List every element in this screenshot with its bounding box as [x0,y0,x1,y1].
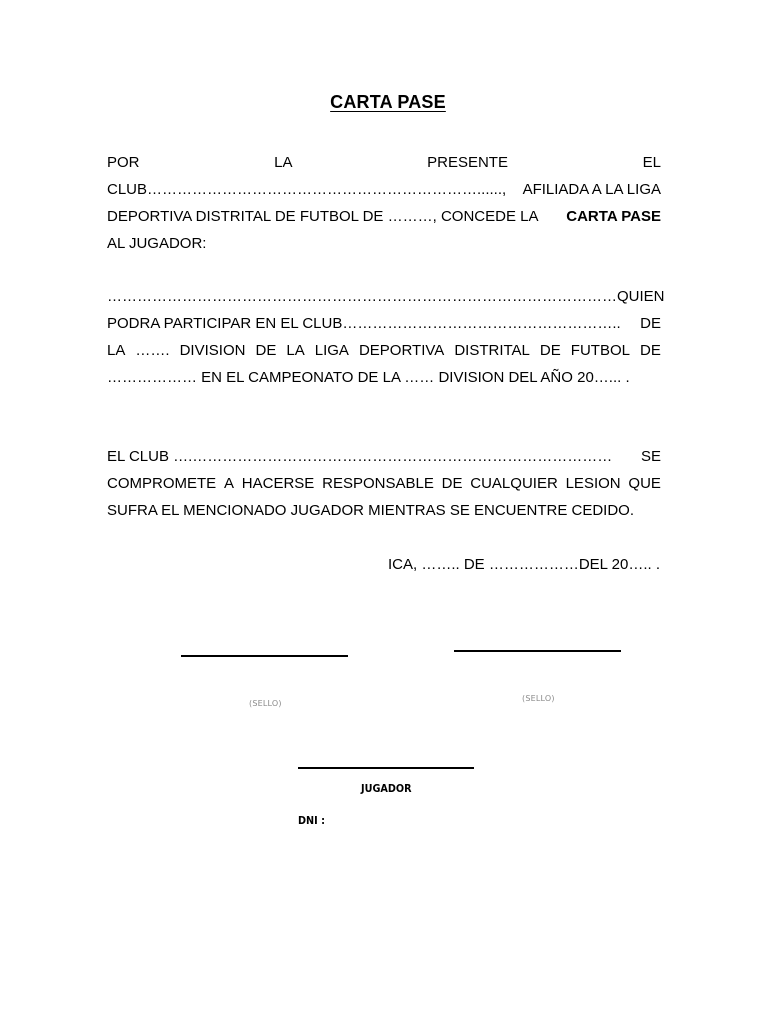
right-stamp-label: (SELLO) [522,694,555,703]
word: DIVISION [179,342,246,359]
paragraph-line [107,443,661,470]
date-line: ICA, …….. DE ………………DEL 20….. . [388,556,660,573]
paragraph-line [107,176,661,203]
word: LESION [565,475,621,492]
concede-text: DEPORTIVA DISTRITAL DE FUTBOL DE ………, CONCEDE LA [107,208,539,225]
left-stamp-label: (SELLO) [249,699,282,708]
paragraph-responsibility [107,443,661,524]
word: DISTRITAL [454,342,530,359]
word: FUTBOL [570,342,630,359]
club-responsible-blank: EL CLUB ….………………………………………………………………………… [107,448,613,465]
paragraph-line [107,337,661,364]
club-blank-text: CLUB…………………………………………………………......, [107,181,507,198]
word: LA [107,342,126,359]
word: A [223,475,234,492]
paragraph-participation [107,283,665,391]
word: LIGA [314,342,349,359]
participation-club-text: PODRA PARTICIPAR EN EL CLUB……………………………………………….. [107,315,621,332]
word: ……. [135,342,170,359]
dni-label: DNI : [298,814,325,827]
document-title: CARTA PASE [330,92,446,112]
word: CUALQUIER [470,475,558,492]
word: LA [274,154,293,171]
cession-text: SUFRA EL MENCIONADO JUGADOR MIENTRAS SE ENCUENTRE CEDIDO. [107,502,635,519]
word: DEPORTIVA [358,342,445,359]
carta-pase-bold-text: CARTA PASE [566,208,661,225]
word: HACERSE [241,475,315,492]
championship-text: ……………… EN EL CAMPEONATO DE LA …… DIVISION DEL AÑO 20…... . [107,369,630,386]
player-signature-line [298,767,474,769]
player-name-blank: …………………………………………………………………………………………QUIEN [107,288,665,305]
word: COMPROMETE [107,475,217,492]
league-affiliation-text: AFILIADA A LA LIGA [522,181,661,198]
paragraph-line [107,149,661,176]
word: DE [255,342,277,359]
paragraph-presentation [107,149,661,257]
word: LA [286,342,305,359]
paragraph-line [107,310,661,337]
word: EL [642,154,661,171]
word: DE [640,342,661,359]
right-signature-line [454,650,621,652]
word: RESPONSABLE [322,475,434,492]
word: DE [640,315,661,332]
word: SE [640,448,661,465]
word: PRESENTE [427,154,508,171]
player-intro-text: AL JUGADOR: [107,235,207,252]
word: DE [441,475,463,492]
word: DE [539,342,561,359]
player-label: JUGADOR [361,782,412,795]
paragraph-line [107,203,661,230]
left-signature-line [181,655,348,657]
word: POR [107,154,140,171]
paragraph-line [107,470,661,497]
word: QUE [628,475,661,492]
